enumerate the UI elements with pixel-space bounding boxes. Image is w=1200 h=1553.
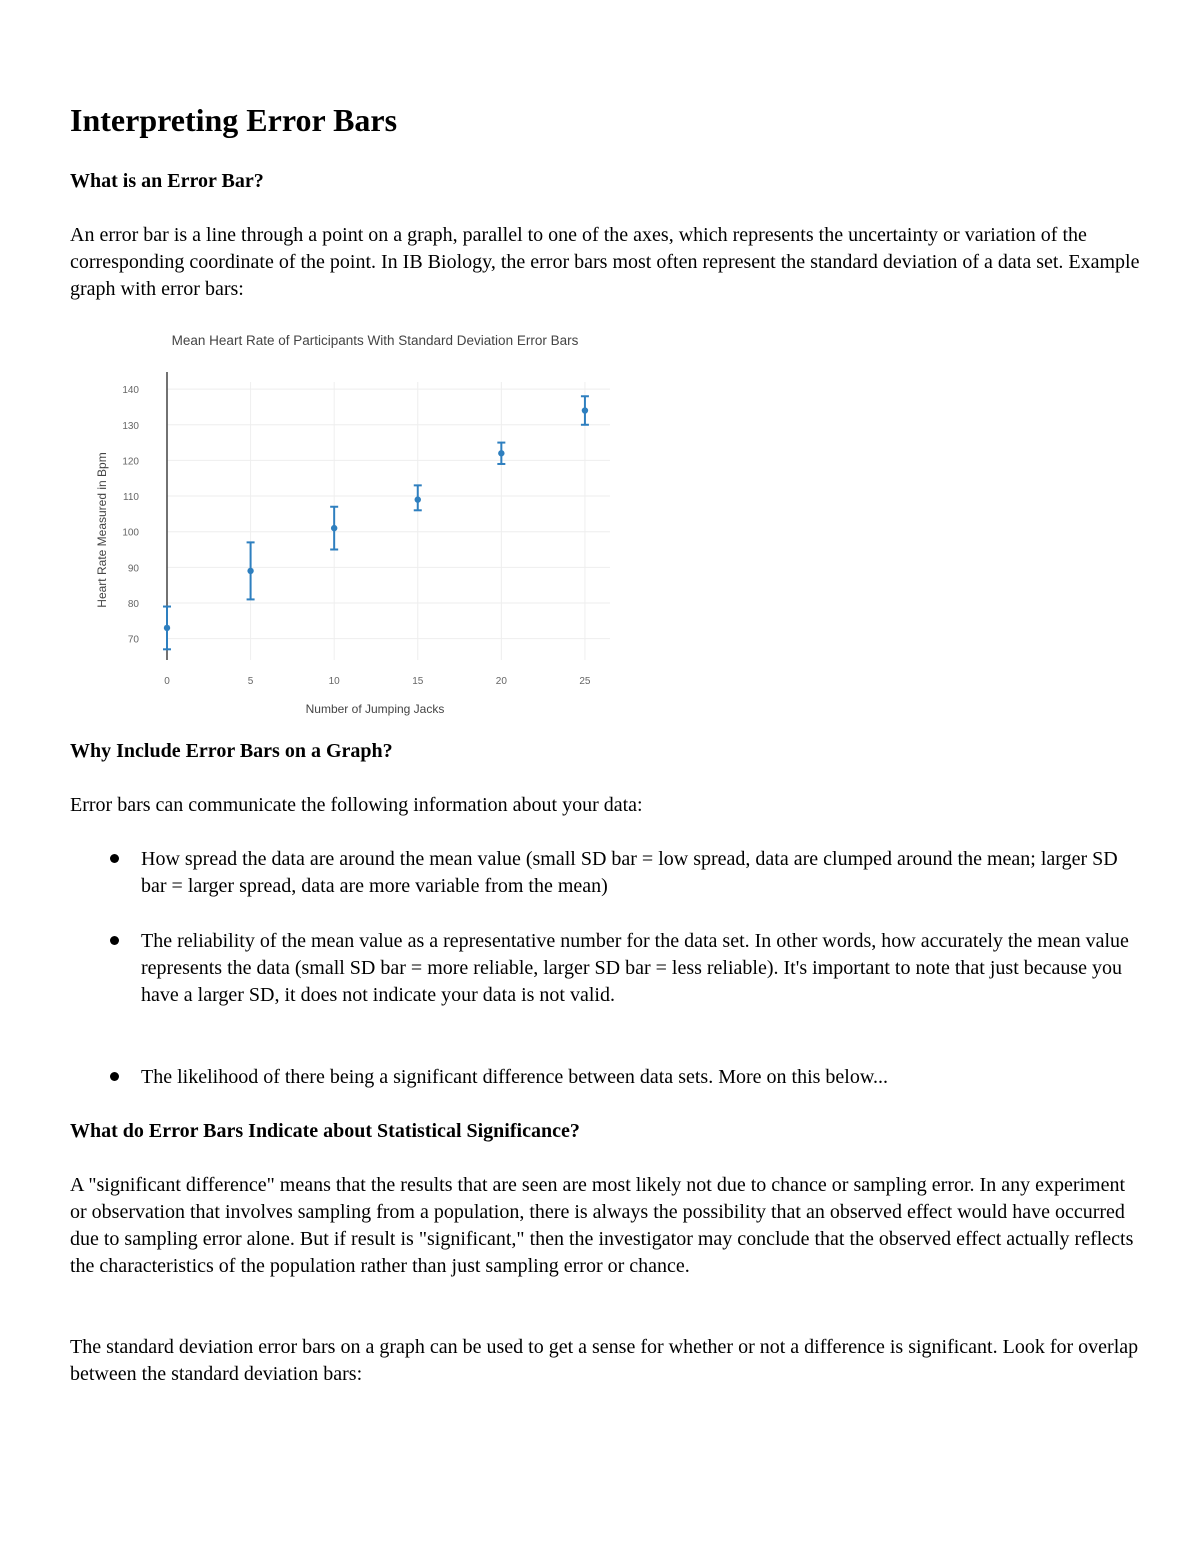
bullet-text: How spread the data are around the mean value (small SD bar = low spread, data are clumped around the mean; larger SD bar = larger spread, data are more variable from the mean) (141, 848, 1118, 897)
bullet-text: The likelihood of there being a significant difference between data sets. More on this below... (141, 1066, 888, 1088)
data-point-group (247, 542, 255, 599)
data-point (331, 525, 337, 531)
x-tick-label: 15 (412, 676, 424, 687)
y-tick-label: 90 (127, 563, 139, 575)
data-point-group (163, 607, 171, 650)
y-tick-label: 70 (127, 634, 139, 646)
heading-why-include: Why Include Error Bars on a Graph? (70, 740, 393, 762)
chart-x-axis-label: Number of Jumping Jacks (305, 702, 445, 716)
paragraph-error-bar-definition: An error bar is a line through a point on a graph, parallel to one of the axes, which represents the uncertainty or variation of the corresponding coordinate of the point. In IB Biology, the error bars most often represent the standard deviation of a data set. Example graph with error bars: (70, 224, 1140, 300)
data-point-group (330, 507, 338, 550)
data-point (247, 568, 253, 574)
chart-title: Mean Heart Rate of Participants With Standard Deviation Error Bars (171, 333, 579, 348)
x-tick-label: 25 (579, 676, 591, 687)
x-tick-label: 5 (247, 676, 254, 687)
data-point (498, 450, 504, 456)
heading-what-is-error-bar: What is an Error Bar? (70, 170, 264, 192)
bullet-icon (110, 1072, 119, 1081)
data-point (582, 407, 588, 413)
heading-statistical-significance: What do Error Bars Indicate about Statistical Significance? (70, 1120, 580, 1142)
chart-y-axis-label: Heart Rate Measured in Bpm (95, 452, 109, 608)
x-tick-label: 0 (164, 676, 170, 687)
data-point (164, 625, 170, 631)
x-tick-label: 20 (495, 676, 507, 687)
bullet-icon (110, 854, 119, 863)
chart-series (163, 396, 589, 649)
y-tick-label: 100 (122, 527, 139, 539)
chart-ticks (122, 385, 591, 687)
x-tick-label: 10 (328, 676, 340, 687)
y-tick-label: 140 (122, 385, 139, 397)
bullet-text: The reliability of the mean value as a representative number for the data set. In other words, how accurately the mean value represents the data (small SD bar = more reliable, larger SD bar = less reliable). It's important to note that just because you have a larger SD, it does not indicate your data is not valid. (141, 930, 1129, 1006)
data-point-group (414, 485, 422, 510)
document-title: Interpreting Error Bars (70, 102, 398, 138)
chart-grid (167, 382, 610, 660)
y-tick-label: 120 (122, 456, 139, 468)
y-tick-label: 130 (122, 420, 139, 432)
data-point-group (581, 396, 589, 425)
paragraph-sd-overlap: The standard deviation error bars on a graph can be used to get a sense for whether or not a difference is significant. Look for overlap between the standard deviation bars: (70, 1336, 1139, 1385)
y-tick-label: 80 (127, 598, 139, 610)
y-tick-label: 110 (123, 492, 139, 504)
heart-rate-chart (90, 320, 630, 725)
paragraph-significant-difference: A "significant difference" means that the results that are seen are most likely not due to chance or sampling error. In any experiment or observation that involves sampling from a population, there is always the possibility that an observed effect would have occurred due to sampling error alone. But if result is "significant," then the investigator may conclude that the observed effect actually reflects the characteristics of the population rather than just sampling error or chance. (70, 1174, 1134, 1277)
bullet-icon (110, 936, 119, 945)
paragraph-error-bars-communicate: Error bars can communicate the following information about your data: (70, 794, 643, 816)
data-point (415, 496, 421, 502)
